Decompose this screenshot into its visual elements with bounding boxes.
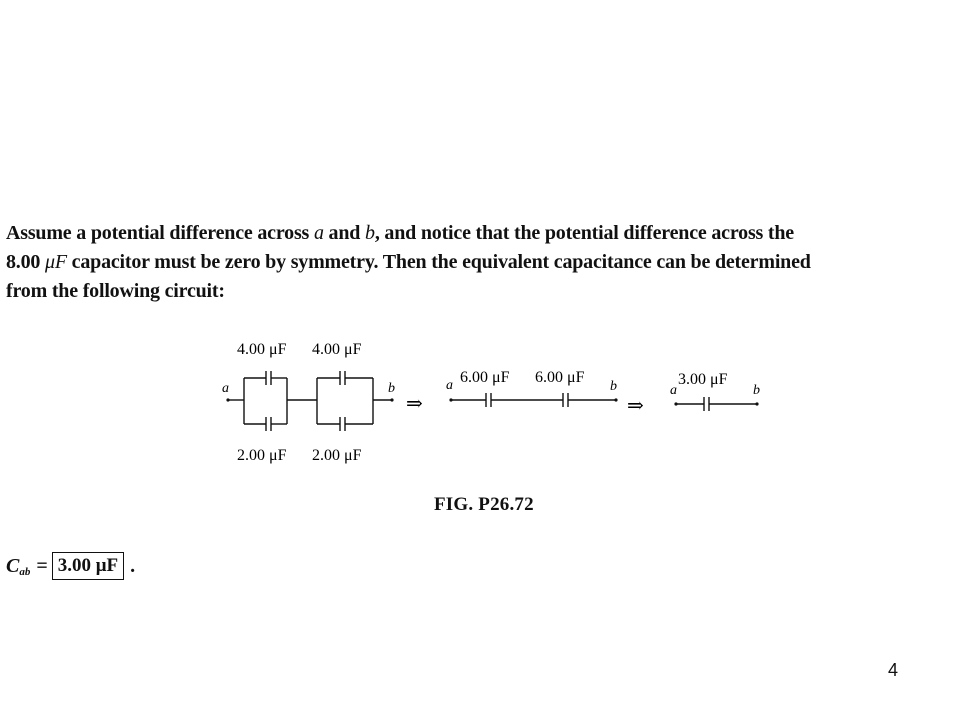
node-a-label: a xyxy=(446,378,453,393)
page-number: 4 xyxy=(888,660,899,680)
paragraph-line-1: Assume a potential difference across a and b, and notice that the potential difference across the xyxy=(6,222,794,244)
answer-period: . xyxy=(130,554,136,577)
unit-microfarad: μF xyxy=(45,251,67,273)
stage3-circuit xyxy=(676,397,757,411)
capacitance-subscript: ab xyxy=(19,566,31,578)
figure-caption: FIG. P26.72 xyxy=(434,494,534,515)
cap-label-top-left: 4.00 μF xyxy=(237,341,287,358)
node-b-label: b xyxy=(753,383,760,398)
arrow-1: ⇒ xyxy=(406,393,423,415)
variable-b: b xyxy=(365,222,375,244)
node-a-label: a xyxy=(222,381,229,396)
solution-paragraph xyxy=(6,219,954,306)
answer-line xyxy=(6,552,135,580)
paragraph-line-2: 8.00 μF capacitor must be zero by symmetry. Then the equivalent capacitance can be determined xyxy=(6,251,811,273)
stage1-circuit xyxy=(228,371,392,431)
node-a-label: a xyxy=(670,383,677,398)
answer-box: 3.00 μF xyxy=(52,552,124,580)
cap-label-bottom-right: 2.00 μF xyxy=(312,447,362,464)
cap-label-series-right: 6.00 μF xyxy=(535,369,585,386)
variable-a: a xyxy=(313,222,324,244)
cap-label-top-right: 4.00 μF xyxy=(312,341,362,358)
node-b-label: b xyxy=(388,381,395,396)
cap-label-equivalent: 3.00 μF xyxy=(678,371,728,388)
equals-sign: = xyxy=(36,554,48,577)
stage2-circuit xyxy=(451,393,616,407)
arrow-2: ⇒ xyxy=(627,395,644,417)
node-b-label: b xyxy=(610,379,617,394)
cap-label-bottom-left: 2.00 μF xyxy=(237,447,287,464)
cap-label-series-left: 6.00 μF xyxy=(460,369,510,386)
capacitance-symbol: C xyxy=(6,554,20,577)
paragraph-line-3: from the following circuit: xyxy=(6,280,225,302)
